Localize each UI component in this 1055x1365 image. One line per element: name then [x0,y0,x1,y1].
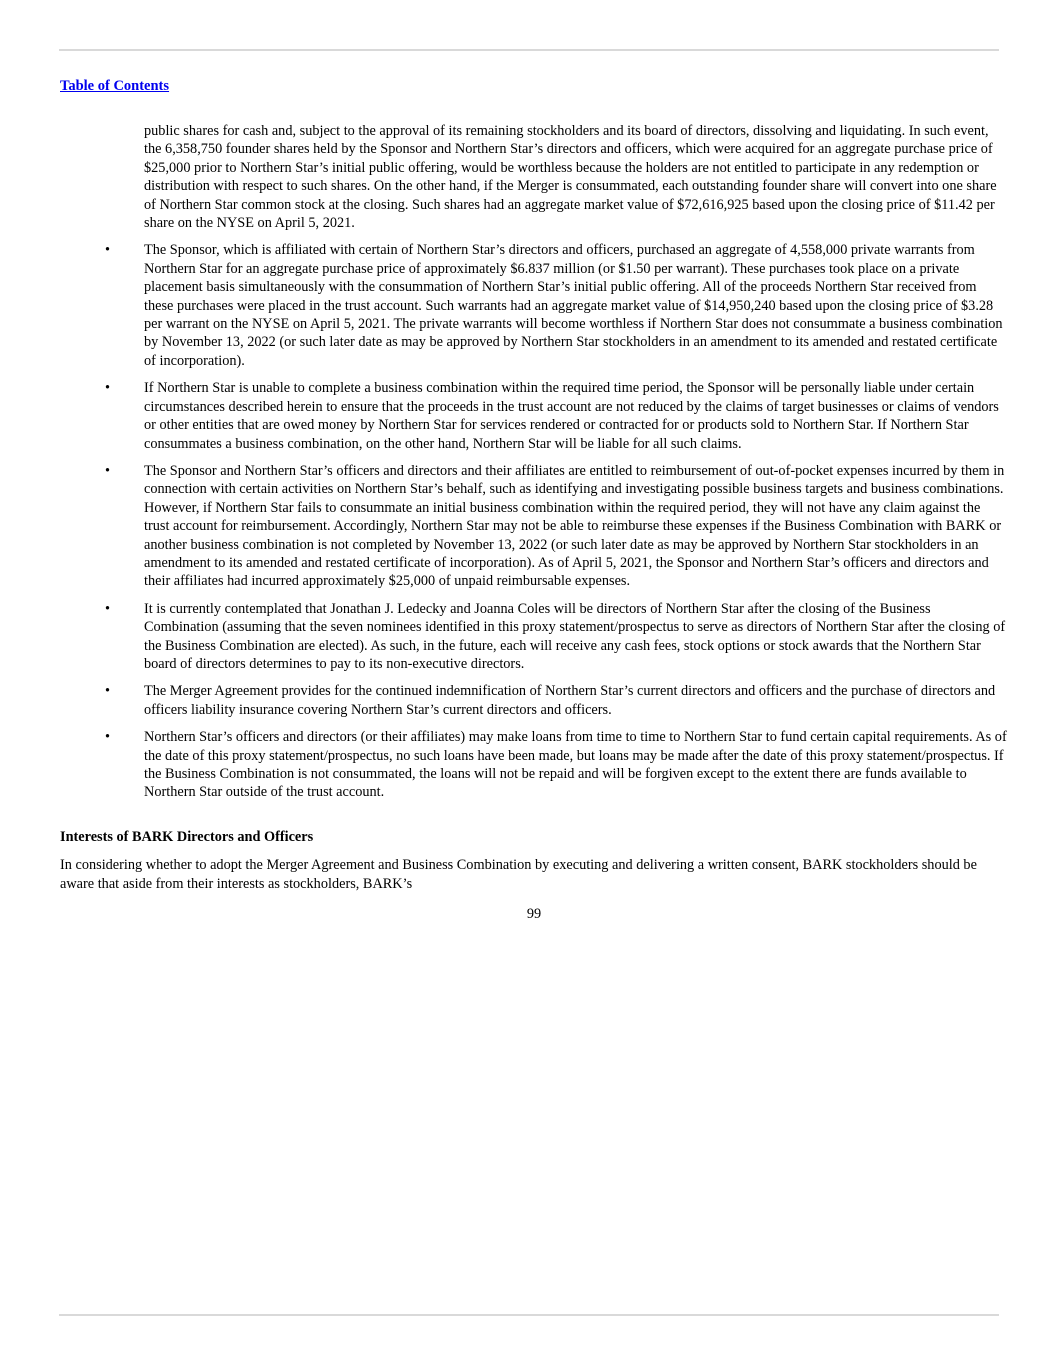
list-item [60,600,1008,674]
table-of-contents-link[interactable]: Table of Contents [60,78,170,94]
bullet-marker: • [105,242,111,259]
page-number: 99 [526,906,542,923]
list-item [60,682,1008,719]
list-item [60,241,1008,370]
bullet-marker: • [105,462,111,479]
list-item-text: If Northern Star is unable to complete a business combination within the required time period, the Sponsor will be personally liable under certain circumstances described herein to ensure that the proceeds in the trust account are not reduced by the claims of target businesses or claims of vendors or other entities that are owed money by Northern Star for services rendered or contracted for or products sold to Northern Star. If Northern Star consummates a business combination, on the other hand, Northern Star will be liable for all such claims. [144,380,999,452]
bullet-marker: • [105,600,111,617]
section-paragraph: In considering whether to adopt the Merger Agreement and Business Combination by executing and delivering a written consent, BARK stockholders should be aware that aside from their interests as stockholders, BARK’s [60,857,977,892]
list-item-text: Northern Star’s officers and directors (or their affiliates) may make loans from time to time to Northern Star to fund certain capital requirements. As of the date of this proxy statement/prospectus, no such loans have been made, but loans may be made after the date of this proxy statement/prospectus. If the Business Combination is not consummated, the loans will not be repaid and will be forgiven except to the extent there are funds available to Northern Star outside of the trust account. [144,729,1007,801]
bullet-list [60,241,1008,801]
bullet-marker: • [105,729,111,746]
bullet-marker: • [105,683,111,700]
list-item [60,379,1008,453]
section-heading: Interests of BARK Directors and Officers [60,828,314,845]
list-item-text: It is currently contemplated that Jonathan J. Ledecky and Joanna Coles will be directors of Northern Star after the closing of the Business Combination (assuming that the seven nominees identified in this proxy statement/prospectus to serve as directors of Northern Star after the closing of the Business Combination are elected). As such, in the future, each will receive any cash fees, stock options or stock awards that the Northern Star board of directors determines to pay to its non-executive directors. [144,600,1006,672]
header-divider [59,49,999,51]
list-item [60,462,1008,591]
list-item-text: The Sponsor and Northern Star’s officers and directors and their affiliates are entitled to reimbursement of out-of-pocket expenses incurred by them in connection with certain activities on Northern Star’s behalf, such as identifying and investigating possible business targets and business combinations. However, if Northern Star fails to consummate an initial business combination within the required period, they will not have any claim against the trust account for reimbursement. Accordingly, Northern Star may not be able to reimburse these expenses if the Business Combination with BARK or another business combination is not completed by November 13, 2022 (or such later date as may be approved by Northern Star stockholders in an amendment to its amended and restated certificate of incorporation). As of April 5, 2021, the Sponsor and Northern Star’s officers and directors and their affiliates had incurred approximately $25,000 of unpaid reimbursable expenses. [144,462,1005,590]
list-item-text: The Sponsor, which is affiliated with certain of Northern Star’s directors and officers, purchased an aggregate of 4,558,000 private warrants from Northern Star for an aggregate purchase price of approximately $6.837 million (or $1.50 per warrant). These purchases took place on a private placement basis simultaneously with the consummation of Northern Star’s initial public offering. All of the proceeds Northern Star received from these purchases were placed in the trust account. Such warrants had an aggregate market value of $14,950,240 based upon the closing price of $3.28 per warrant on the NYSE on April 5, 2021. The private warrants will become worthless if Northern Star does not consummate a business combination by November 13, 2022 (or such later date as may be approved by Northern Star stockholders in an amendment to its amended and restated certificate of incorporation). [144,242,1003,369]
continuation-paragraph: public shares for cash and, subject to the approval of its remaining stockholders and its board of directors, dissolving and liquidating. In such event, the 6,358,750 founder shares held by the Sponsor and Northern Star’s directors and officers, which were acquired for an aggregate purchase price of $25,000 prior to Northern Star’s initial public offering, would be worthless because the holders are not entitled to participate in any redemption or distribution with respect to such shares. On the other hand, if the Merger is consummated, each outstanding founder share will convert into one share of Northern Star common stock at the closing. Such shares had an aggregate market value of $72,616,925 based upon the closing price of $11.42 per share on the NYSE on April 5, 2021. [144,123,997,232]
list-item-text: The Merger Agreement provides for the continued indemnification of Northern Star’s current directors and officers and the purchase of directors and officers liability insurance covering Northern Star’s current directors and officers. [144,683,996,718]
bullet-marker: • [105,380,111,397]
list-item [60,728,1008,802]
document-body [60,122,1008,923]
footer-divider [59,1314,999,1316]
